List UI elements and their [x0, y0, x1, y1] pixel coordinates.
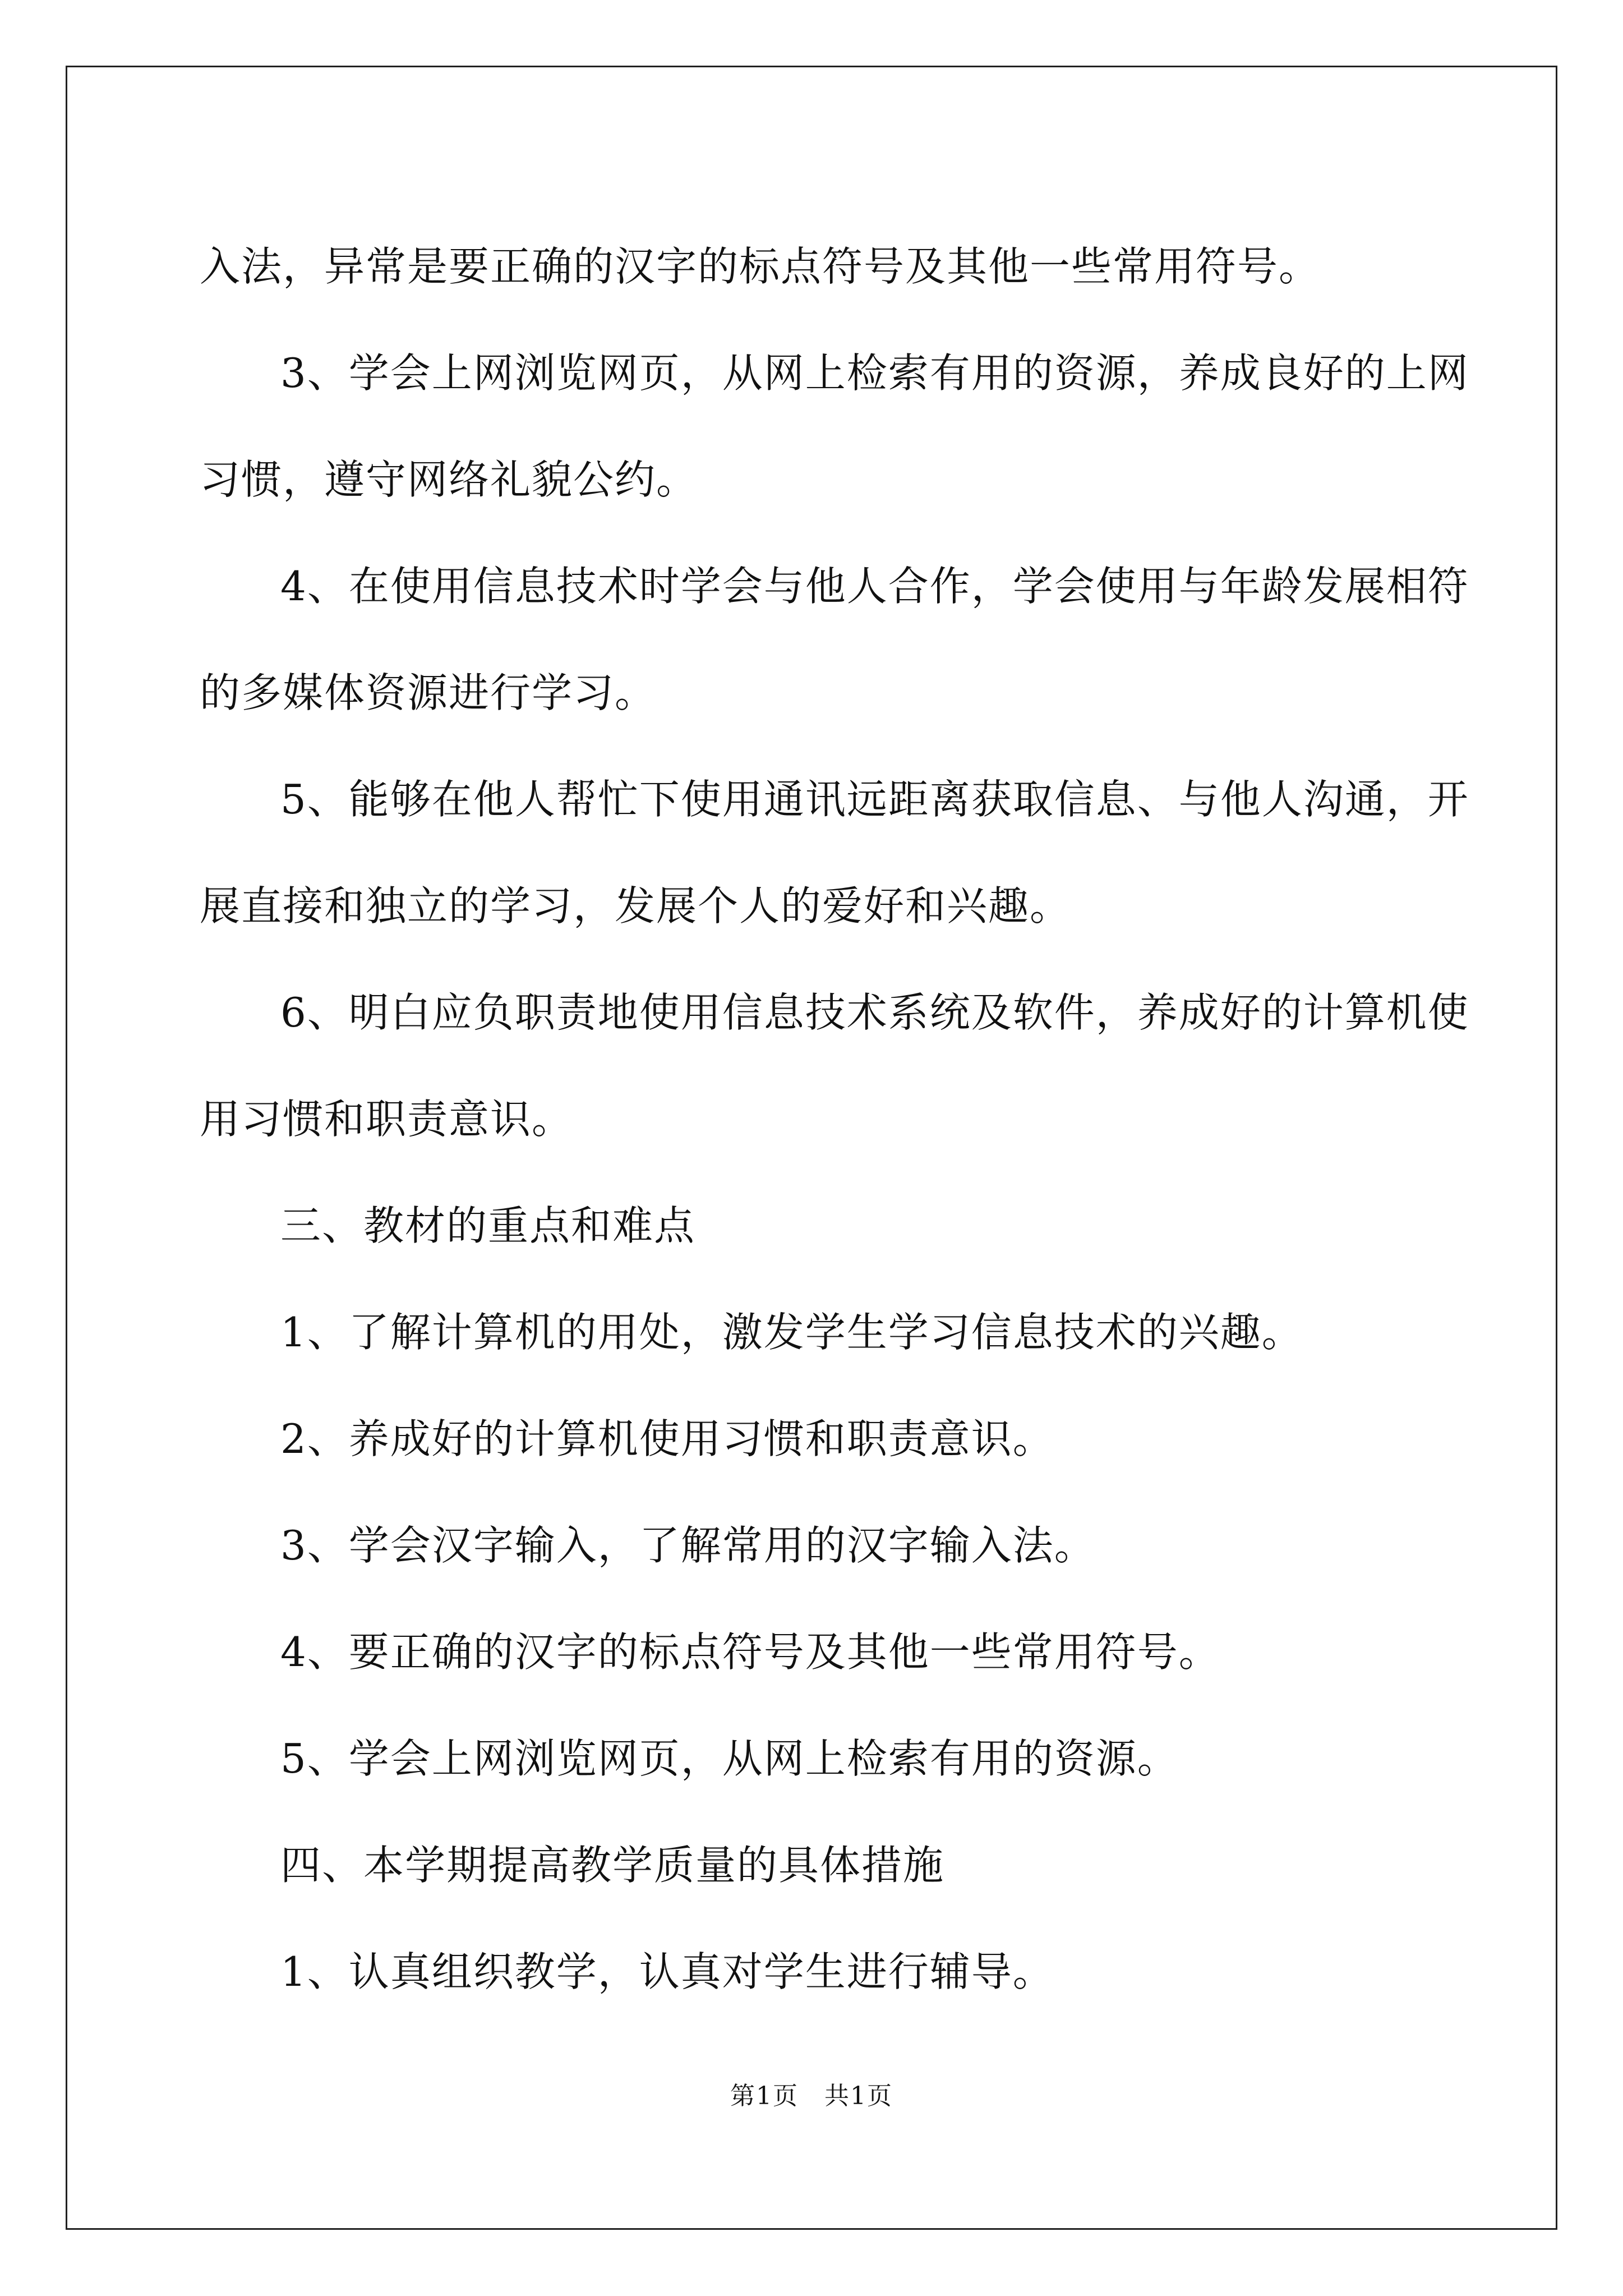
list-item: 1、了解计算机的用处，激发学生学习信息技术的兴趣。 — [280, 1309, 1303, 1356]
paragraph-1: 入法，异常是要正确的汉字的标点符号及其他一些常用符号。 — [200, 243, 1321, 290]
document-body — [200, 213, 1469, 2025]
paragraph-3: 习惯，遵守网络礼貌公约。 — [200, 456, 698, 503]
list-item: 3、学会汉字输入，了解常用的汉字输入法。 — [280, 1522, 1096, 1569]
paragraph-4: 4、在使用信息技术时学会与他人合作，学会使用与年龄发展相符 — [280, 563, 1469, 610]
paragraph-9: 用习惯和职责意识。 — [200, 1096, 574, 1143]
paragraph-8: 6、明白应负职责地使用信息技术系统及软件，养成好的计算机使 — [280, 989, 1469, 1036]
paragraph-7: 展直接和独立的学习，发展个人的爱好和兴趣。 — [200, 882, 1072, 930]
section-heading-4: 四、本学期提高教学质量的具体措施 — [280, 1842, 945, 1889]
paragraph-6: 5、能够在他人帮忙下使用通讯远距离获取信息、与他人沟通，开 — [280, 776, 1469, 823]
page-footer: 第1页 共1页 — [730, 2082, 893, 2110]
paragraph-2: 3、学会上网浏览网页，从网上检索有用的资源，养成良好的上网 — [280, 349, 1469, 397]
paragraph-5: 的多媒体资源进行学习。 — [200, 669, 657, 716]
list-item: 4、要正确的汉字的标点符号及其他一些常用符号。 — [280, 1628, 1220, 1676]
section-heading-3: 三、教材的重点和难点 — [280, 1202, 696, 1249]
list-item: 5、学会上网浏览网页，从网上检索有用的资源。 — [280, 1735, 1179, 1782]
list-item: 1、认真组织教学，认真对学生进行辅导。 — [280, 1948, 1054, 1995]
list-item: 2、养成好的计算机使用习惯和职责意识。 — [280, 1415, 1054, 1462]
